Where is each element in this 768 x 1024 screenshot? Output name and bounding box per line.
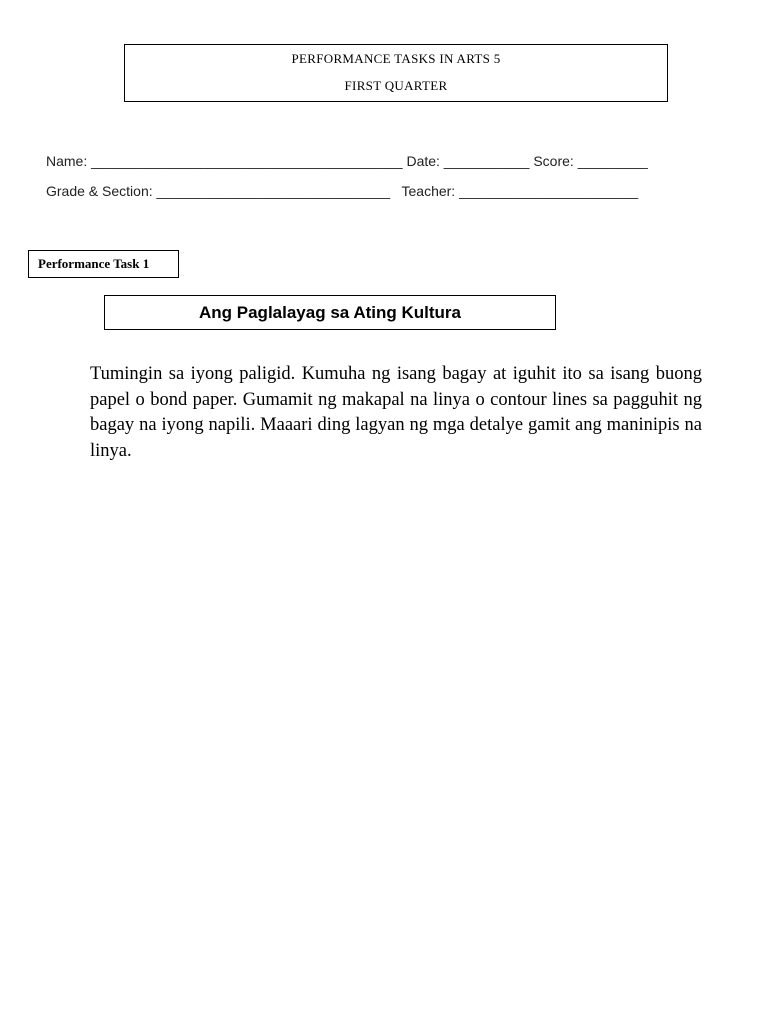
grade-section-teacher-line: Grade & Section: ______________________________ Teacher: _______________________ xyxy=(46,183,639,199)
task-title: Ang Paglalayag sa Ating Kultura xyxy=(104,295,556,330)
worksheet-title: PERFORMANCE TASKS IN ARTS 5 xyxy=(291,51,501,66)
task-instructions: Tumingin sa iyong paligid. Kumuha ng isang bagay at iguhit ito sa isang buong papel o bond paper. Gumamit ng makapal na linya o contour lines sa pagguhit ng bagay na iyong napili. Maaari ding lagyan ng mga detalye gamit ang maninipis na linya. xyxy=(90,364,702,461)
quarter-label: FIRST QUARTER xyxy=(344,78,448,93)
name-date-score-line: Name: ________________________________________ Date: ___________ Score: _________ xyxy=(46,153,648,169)
worksheet-header xyxy=(124,44,668,102)
task-label: Performance Task 1 xyxy=(28,250,179,278)
